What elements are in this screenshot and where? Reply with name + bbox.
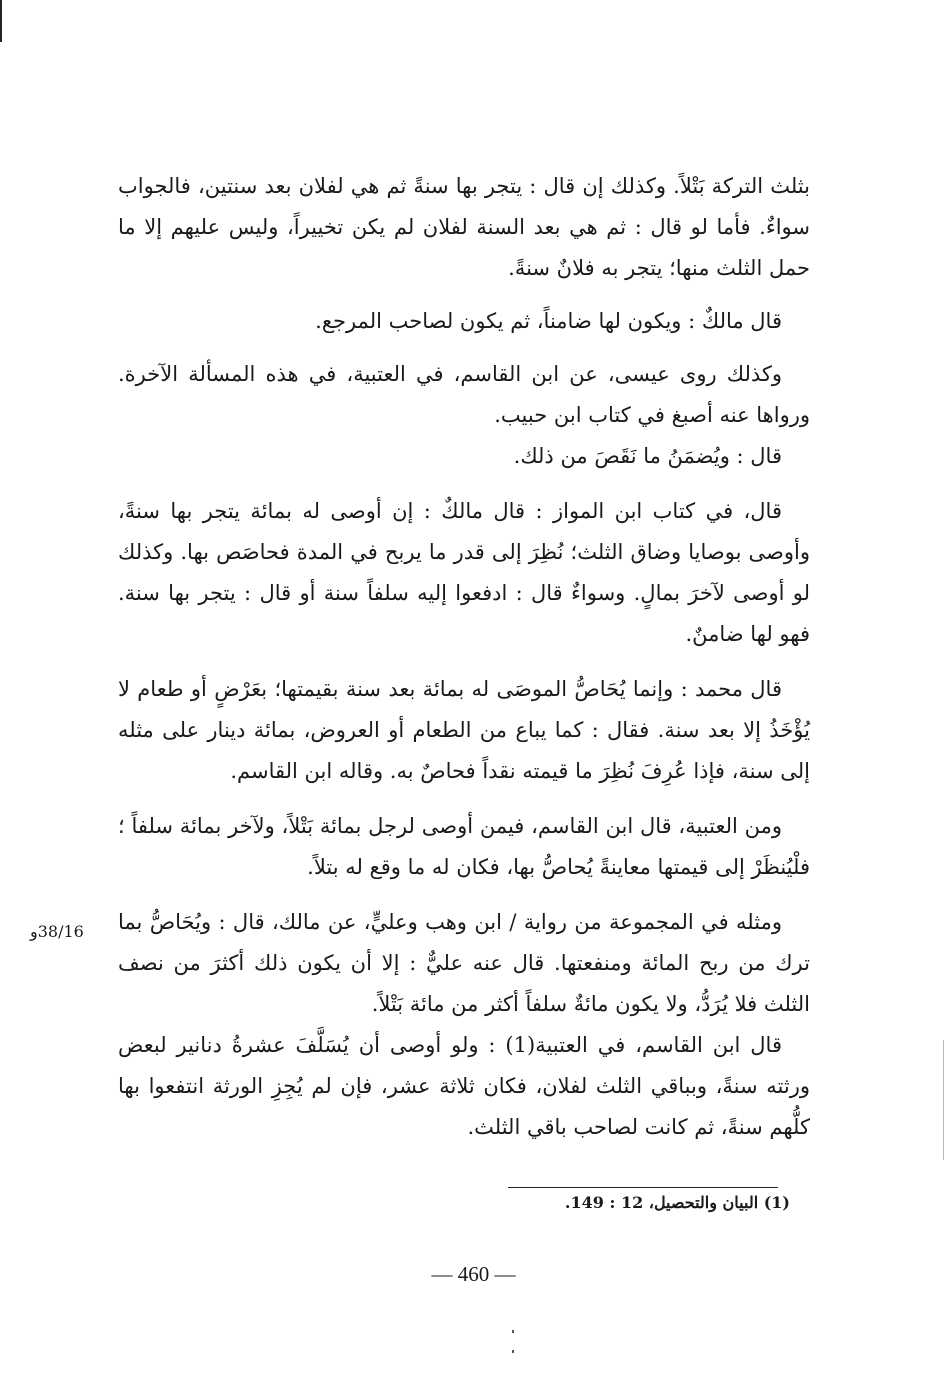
paragraph-2: قال مالكٌ : ويكون لها ضامناً، ثم يكون لصاحب المرجع. — [315, 309, 782, 333]
paragraph-8: ومثله في المجموعة من رواية / ابن وهب وعليٍّ، عن مالك، قال : ويُحَاصُّ بما ترك من ربح المائة ومنفعتها. قال عنه عليٌّ : إلا أن يكون ذلك أكثرَ من نصف الثلث فلا يُرَدُّ، ولا يكون مائةٌ سلفاً أكثر من مائة بَتْلاً. — [118, 910, 810, 1016]
paragraph-3: وكذلك روى عيسى، عن ابن القاسم، في العتبية، في هذه المسألة الآخرة. ورواها عنه أصبغ في كتاب ابن حبيب. — [118, 362, 810, 427]
paragraph-9: قال ابن القاسم، في العتبية(1) : ولو أوصى أن يُسَلَّفَ عشرةُ دنانير لبعض ورثته سنةً، وبباقي الثلث لفلان، فكان ثلاثة عشر، فإن لم يُجِزِ الورثة انتفعوا بها كلُّهم سنةً، ثم كانت لصاحب باقي الثلث. — [118, 1033, 810, 1139]
footnote-divider — [508, 1187, 778, 1188]
page-body — [118, 166, 810, 1148]
manuscript-folio-note: 38/16و — [30, 922, 84, 941]
scan-speck — [512, 1330, 514, 1333]
paragraph-1: بثلث التركة بَتْلاً. وكذلك إن قال : يتجر بها سنةً ثم هي لفلان بعد سنتين، فالجواب سواءٌ. فأما لو قال : ثم هي بعد السنة لفلان لم يكن تخييراً، وليس عليهم إلا ما حمل الثلث منها؛ يتجر به فلانٌ سنةً. — [118, 174, 810, 280]
paragraph-7: ومن العتبية، قال ابن القاسم، فيمن أوصى لرجل بمائة بَتْلاً، ولآخر بمائة سلفاً ؛ فلْيُنظَرْ إلى قيمتها معاينةً يُحاصُّ بها، فكان له ما وقع له بتلاً. — [118, 814, 810, 879]
scan-speck — [512, 1350, 514, 1353]
paragraph-4: قال : ويُضمَنُ ما نَقَصَ من ذلك. — [513, 444, 782, 468]
page-number: — 460 — — [431, 1262, 516, 1286]
paragraph-5: قال، في كتاب ابن المواز : قال مالكٌ : إن أوصى له بمائة يتجر بها سنةً، وأوصى بوصايا وضاق الثلث؛ نُظِرَ إلى قدر ما يربح في المدة فحاصَص بها. وكذلك لو أوصى لآخرَ بمالٍ. وسواءٌ قال : ادفعوا إليه سلفاً سنة أو قال : يتجر بها سنة. فهو لها ضامنٌ. — [118, 499, 810, 646]
footnote: (1) البيان والتحصيل، 12 : 149. — [564, 1193, 790, 1212]
scan-edge-mark — [0, 0, 2, 42]
scan-edge-mark-right — [943, 1040, 944, 1160]
paragraph-6: قال محمد : وإنما يُحَاصُّ الموصَى له بمائة بعد سنة بقيمتها؛ بعَرْضٍ أو طعام لا يُؤْخَذُ إلا بعد سنة. فقال : كما يباع من الطعام أو العروض، بمائة دينار على مثله إلى سنة، فإذا عُرِفَ نُظِرَ ما قيمته نقداً فحاصٌ به. وقاله ابن القاسم. — [118, 677, 810, 783]
